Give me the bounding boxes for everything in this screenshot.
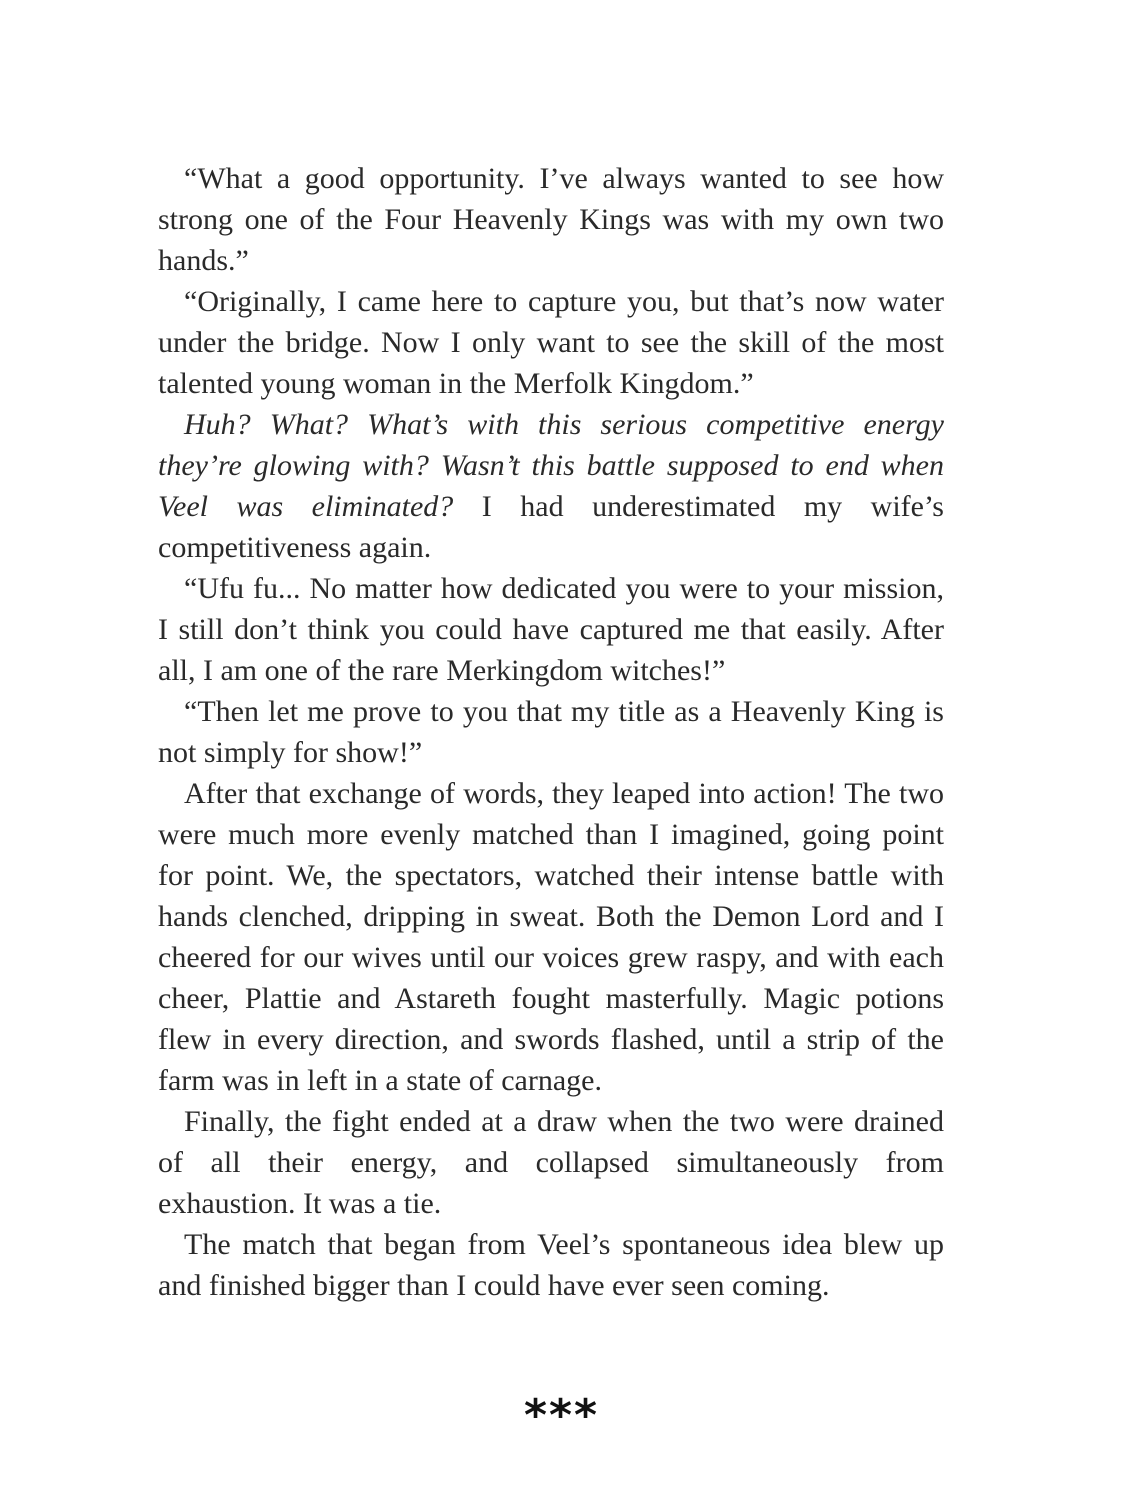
paragraph-6 [158,773,944,1101]
paragraph-text: “Ufu fu... No matter how dedicated you were to your mission, I still don’t think you could have captured me that easily. After all, I am one of the rare Merkingdom witches!” [158,572,944,687]
paragraph-5 [158,691,944,773]
paragraph-3 [158,404,944,568]
paragraph-7 [158,1101,944,1224]
paragraph-1 [158,158,944,281]
paragraph-text: “What a good opportunity. I’ve always wanted to see how strong one of the Four Heavenly Kings was with my own two hands.” [158,162,944,277]
paragraph-text: Finally, the fight ended at a draw when the two were drained of all their energy, and collapsed simultaneously from exhaustion. It was a tie. [158,1105,944,1220]
paragraph-text: After that exchange of words, they leaped into action! The two were much more evenly matched than I imagined, going point for point. We, the spectators, watched their intense battle with hands clenched, dripping in sweat. Both the Demon Lord and I cheered for our wives until our voices grew raspy, and with each cheer, Plattie and Astareth fought masterfully. Magic potions flew in every direction, and swords flashed, until a strip of the farm was in left in a state of carnage. [158,777,944,1097]
paragraph-text: The match that began from Veel’s spontaneous idea blew up and finished bigger than I could have ever seen coming. [158,1228,944,1302]
paragraph-text: “Then let me prove to you that my title as a Heavenly King is not simply for show!” [158,695,944,769]
inner-thought-italic: Huh? What? What’s with this serious competitive energy they’re glowing with? Wasn’t this battle supposed to end when Veel was eliminated? [158,408,944,523]
scene-break-asterisks: *** [523,1390,600,1441]
page-body [158,158,944,1306]
paragraph-4 [158,568,944,691]
paragraph-text: I had underestimated my wife’s competitiveness again. [158,490,944,564]
paragraph-8 [158,1224,944,1306]
paragraph-text: “Originally, I came here to capture you, but that’s now water under the bridge. Now I only want to see the skill of the most talented young woman in the Merfolk Kingdom.” [158,285,944,400]
paragraph-2 [158,281,944,404]
